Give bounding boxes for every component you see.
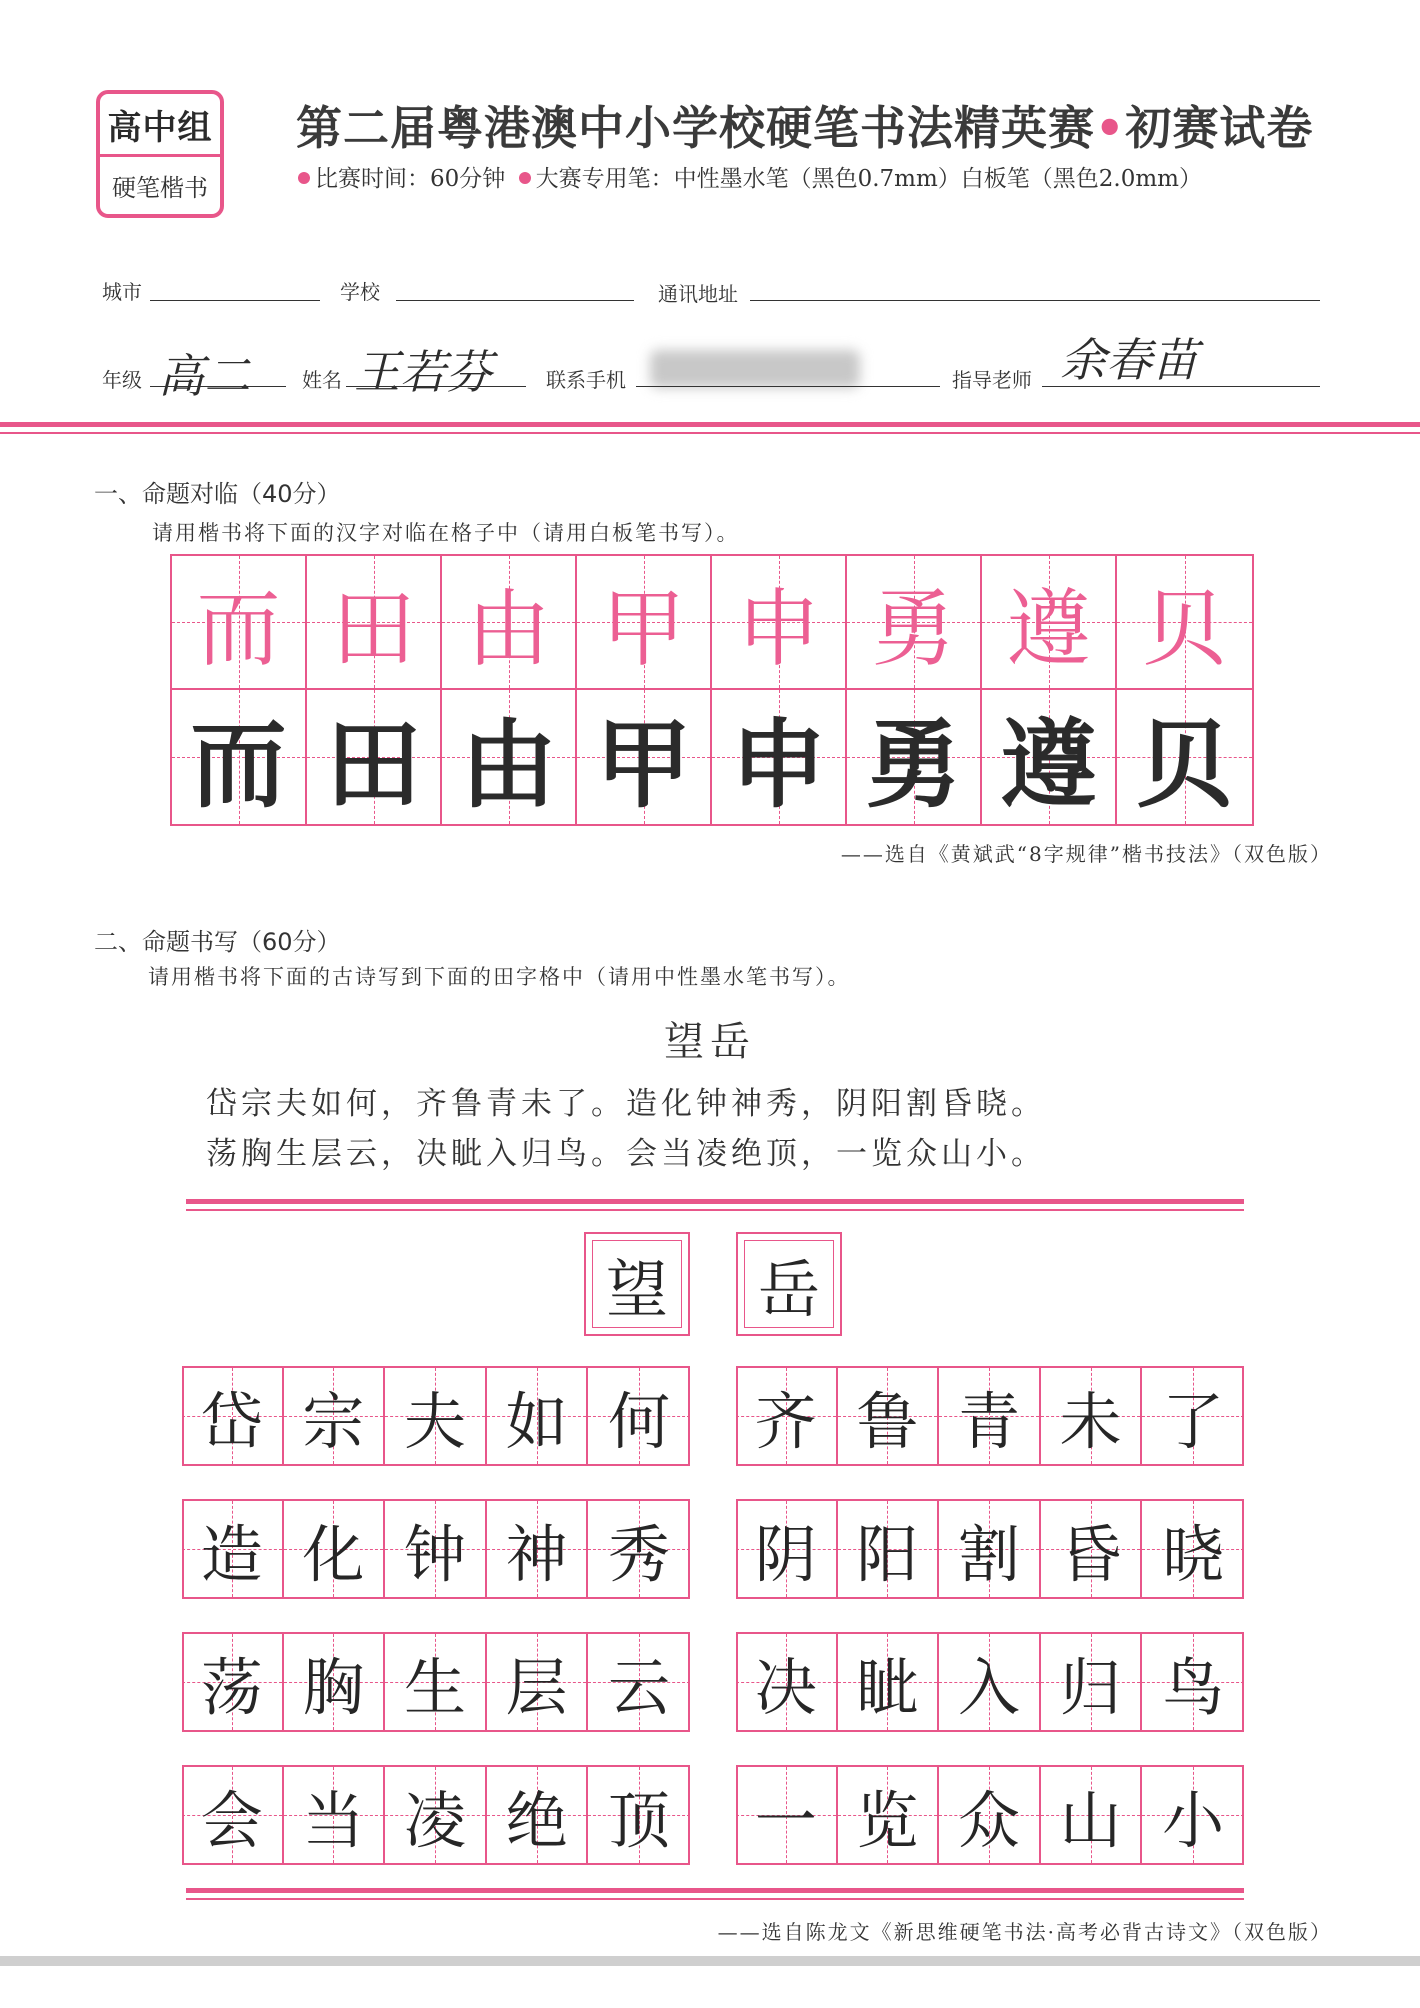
writing-cell[interactable] xyxy=(1041,1368,1143,1464)
writing-cell[interactable] xyxy=(182,1634,284,1730)
written-char: 割 xyxy=(957,1517,1020,1591)
writing-cell[interactable] xyxy=(588,1767,690,1863)
model-char: 申 xyxy=(736,579,821,678)
model-char: 田 xyxy=(331,579,416,678)
model-char-cell xyxy=(982,556,1117,690)
writing-area-bottom-line xyxy=(186,1888,1244,1893)
writing-row xyxy=(182,1765,690,1865)
address-field[interactable] xyxy=(750,300,1320,301)
written-char: 决 xyxy=(754,1650,817,1724)
writing-cell[interactable] xyxy=(588,1634,690,1730)
writing-row xyxy=(736,1632,1244,1732)
copy-grid xyxy=(170,554,1254,826)
copied-char-cell[interactable] xyxy=(712,690,847,824)
copied-char-cell[interactable] xyxy=(982,690,1117,824)
school-label: 学校 xyxy=(340,280,380,304)
model-char-cell xyxy=(307,556,442,690)
address-label: 通讯地址 xyxy=(658,282,738,306)
teacher-label: 指导老师 xyxy=(952,368,1032,392)
name-label: 姓名 xyxy=(302,368,342,392)
copied-char: 申 xyxy=(730,708,827,821)
title-main: 第二届粤港澳中小学校硬笔书法精英赛 xyxy=(296,101,1095,155)
poem-title: 望岳 xyxy=(664,1019,756,1065)
phone-field[interactable] xyxy=(636,386,940,387)
written-char: 众 xyxy=(957,1783,1020,1857)
written-char: 鲁 xyxy=(856,1384,919,1458)
written-char: 钟 xyxy=(403,1517,466,1591)
writing-cell[interactable] xyxy=(736,1501,838,1597)
writing-row xyxy=(736,1765,1244,1865)
written-char: 入 xyxy=(957,1650,1020,1724)
badge-category: 硬笔楷书 xyxy=(112,174,208,202)
writing-row xyxy=(182,1499,690,1599)
writing-cell[interactable] xyxy=(939,1501,1041,1597)
name-value: 王若芬 xyxy=(354,345,492,399)
grade-label: 年级 xyxy=(102,368,142,392)
written-char: 宗 xyxy=(302,1384,365,1458)
writing-cell[interactable] xyxy=(284,1368,386,1464)
written-char: 岱 xyxy=(200,1384,263,1458)
written-char: 昏 xyxy=(1059,1517,1122,1591)
writing-cell[interactable] xyxy=(1142,1634,1244,1730)
writing-cell[interactable] xyxy=(838,1634,940,1730)
writing-cell[interactable] xyxy=(1041,1634,1143,1730)
writing-area-top-line xyxy=(186,1199,1244,1204)
writing-cell[interactable] xyxy=(385,1634,487,1730)
written-char: 胸 xyxy=(302,1650,365,1724)
written-char: 造 xyxy=(200,1517,263,1591)
written-char: 眦 xyxy=(856,1650,919,1724)
writing-cell[interactable] xyxy=(736,1767,838,1863)
writing-cell[interactable] xyxy=(284,1767,386,1863)
writing-cell[interactable] xyxy=(939,1767,1041,1863)
writing-cell[interactable] xyxy=(588,1368,690,1464)
writing-cell[interactable] xyxy=(385,1368,487,1464)
writing-cell[interactable] xyxy=(838,1368,940,1464)
bullet-dot-icon xyxy=(298,172,310,184)
model-char: 勇 xyxy=(871,579,956,678)
model-char-cell xyxy=(712,556,847,690)
model-char-cell xyxy=(1117,556,1252,690)
copied-char-cell[interactable] xyxy=(847,690,982,824)
written-char: 青 xyxy=(957,1384,1020,1458)
written-char: 未 xyxy=(1059,1384,1122,1458)
writing-cell[interactable] xyxy=(588,1501,690,1597)
pen-info: 大赛专用笔：中性墨水笔（黑色0.7mm）白板笔（黑色2.0mm） xyxy=(535,166,1202,192)
written-char: 顶 xyxy=(608,1783,671,1857)
written-char: 山 xyxy=(1059,1783,1122,1857)
written-char: 层 xyxy=(505,1650,568,1724)
writing-cell[interactable] xyxy=(1041,1767,1143,1863)
written-char: 了 xyxy=(1162,1384,1225,1458)
writing-area-top-line-thin xyxy=(186,1209,1244,1211)
written-char: 化 xyxy=(302,1517,365,1591)
written-char: 如 xyxy=(505,1384,568,1458)
group-badge xyxy=(96,90,224,218)
writing-cell[interactable] xyxy=(182,1368,284,1464)
exam-subtitle xyxy=(298,160,1202,193)
writing-cell[interactable] xyxy=(385,1767,487,1863)
scan-edge xyxy=(0,1956,1420,1966)
poem-line-1: 岱宗夫如何，齐鲁青未了。造化钟神秀，阴阳割昏晓。 xyxy=(206,1086,1046,1122)
model-char: 由 xyxy=(466,579,551,678)
model-char: 甲 xyxy=(601,579,686,678)
title-dot: • xyxy=(1095,101,1126,155)
writing-cell[interactable] xyxy=(487,1634,589,1730)
copied-char: 由 xyxy=(460,708,557,821)
written-char: 齐 xyxy=(754,1384,817,1458)
exam-title xyxy=(296,92,1313,158)
city-label: 城市 xyxy=(102,280,142,304)
writing-cell[interactable] xyxy=(487,1501,589,1597)
writing-cell[interactable] xyxy=(1041,1501,1143,1597)
model-char: 遵 xyxy=(1006,579,1091,678)
copied-char-cell[interactable] xyxy=(577,690,712,824)
written-char: 览 xyxy=(856,1783,919,1857)
copied-char: 贝 xyxy=(1136,708,1233,821)
copied-char-cell[interactable] xyxy=(442,690,577,824)
section2-instruction: 请用楷书将下面的古诗写到下面的田字格中（请用中性墨水笔书写）。 xyxy=(148,965,851,989)
written-char: 生 xyxy=(403,1650,466,1724)
model-char-cell xyxy=(577,556,712,690)
writing-row xyxy=(182,1366,690,1466)
written-char: 会 xyxy=(200,1783,263,1857)
written-char: 一 xyxy=(754,1783,817,1857)
copied-char-cell[interactable] xyxy=(307,690,442,824)
written-char: 鸟 xyxy=(1162,1650,1225,1724)
section1-instruction: 请用楷书将下面的汉字对临在格子中（请用白板笔书写）。 xyxy=(152,521,740,545)
title-char: 望 xyxy=(605,1252,668,1326)
writing-cell[interactable] xyxy=(487,1368,589,1464)
phone-label: 联系手机 xyxy=(546,368,626,392)
writing-cell[interactable] xyxy=(284,1634,386,1730)
section2-title: 二、命题书写（60分） xyxy=(94,928,341,956)
writing-cell[interactable] xyxy=(1142,1767,1244,1863)
model-char-cell xyxy=(442,556,577,690)
writing-row xyxy=(736,1366,1244,1466)
writing-area-bottom-line-thin xyxy=(186,1898,1244,1900)
writing-cell[interactable] xyxy=(939,1634,1041,1730)
writing-cell[interactable] xyxy=(182,1767,284,1863)
header-divider xyxy=(0,422,1420,427)
copied-char: 而 xyxy=(190,708,287,821)
title-char-box[interactable] xyxy=(736,1232,842,1336)
section2-source: ——选自陈龙文《新思维硬笔书法·高考必背古诗文》（双色版） xyxy=(717,1920,1332,1944)
grade-value: 高二 xyxy=(158,349,250,403)
copied-char: 田 xyxy=(325,708,422,821)
written-char: 小 xyxy=(1162,1783,1225,1857)
title-char-box[interactable] xyxy=(584,1232,690,1336)
model-char-cell xyxy=(847,556,982,690)
writing-cell[interactable] xyxy=(838,1501,940,1597)
writing-cell[interactable] xyxy=(385,1501,487,1597)
written-char: 秀 xyxy=(608,1517,671,1591)
written-char: 阳 xyxy=(856,1517,919,1591)
school-field[interactable] xyxy=(396,300,634,301)
badge-group: 高中组 xyxy=(100,94,220,157)
copied-char: 甲 xyxy=(595,708,692,821)
grade-field[interactable] xyxy=(150,386,286,387)
header-divider-thin xyxy=(0,432,1420,434)
copied-char: 勇 xyxy=(865,708,962,821)
model-char: 贝 xyxy=(1142,579,1227,678)
city-field[interactable] xyxy=(150,300,320,301)
writing-row xyxy=(182,1632,690,1732)
writing-cell[interactable] xyxy=(736,1368,838,1464)
written-char: 归 xyxy=(1059,1650,1122,1724)
name-field[interactable] xyxy=(346,386,526,387)
written-char: 绝 xyxy=(505,1783,568,1857)
written-char: 荡 xyxy=(200,1650,263,1724)
written-char: 晓 xyxy=(1162,1517,1225,1591)
written-char: 凌 xyxy=(403,1783,466,1857)
title-char: 岳 xyxy=(757,1252,820,1326)
writing-cell[interactable] xyxy=(838,1767,940,1863)
writing-cell[interactable] xyxy=(487,1767,589,1863)
written-char: 夫 xyxy=(403,1384,466,1458)
teacher-field[interactable] xyxy=(1042,386,1320,387)
writing-cell[interactable] xyxy=(939,1368,1041,1464)
written-char: 云 xyxy=(608,1650,671,1724)
written-char: 神 xyxy=(505,1517,568,1591)
writing-row xyxy=(736,1499,1244,1599)
written-char: 阴 xyxy=(754,1517,817,1591)
bullet-dot-icon xyxy=(519,172,531,184)
title-suffix: 初赛试卷 xyxy=(1125,101,1314,155)
section1-source: ——选自《黄斌武“8字规律”楷书技法》（双色版） xyxy=(840,842,1332,866)
phone-value-redacted xyxy=(650,350,860,388)
time-info: 比赛时间：60分钟 xyxy=(315,166,506,192)
copied-char-cell[interactable] xyxy=(172,690,307,824)
section1-title: 一、命题对临（40分） xyxy=(94,480,341,508)
copied-char-cell[interactable] xyxy=(1117,690,1252,824)
model-char: 而 xyxy=(196,579,281,678)
writing-cell[interactable] xyxy=(284,1501,386,1597)
writing-cell[interactable] xyxy=(1142,1368,1244,1464)
poem-line-2: 荡胸生层云，决眦入归鸟。会当凌绝顶，一览众山小。 xyxy=(206,1136,1046,1172)
writing-cell[interactable] xyxy=(1142,1501,1244,1597)
written-char: 当 xyxy=(302,1783,365,1857)
teacher-value: 余春苗 xyxy=(1060,333,1198,387)
model-char-cell xyxy=(172,556,307,690)
written-char: 何 xyxy=(608,1384,671,1458)
copied-char: 遵 xyxy=(1000,708,1097,821)
writing-cell[interactable] xyxy=(736,1634,838,1730)
writing-cell[interactable] xyxy=(182,1501,284,1597)
